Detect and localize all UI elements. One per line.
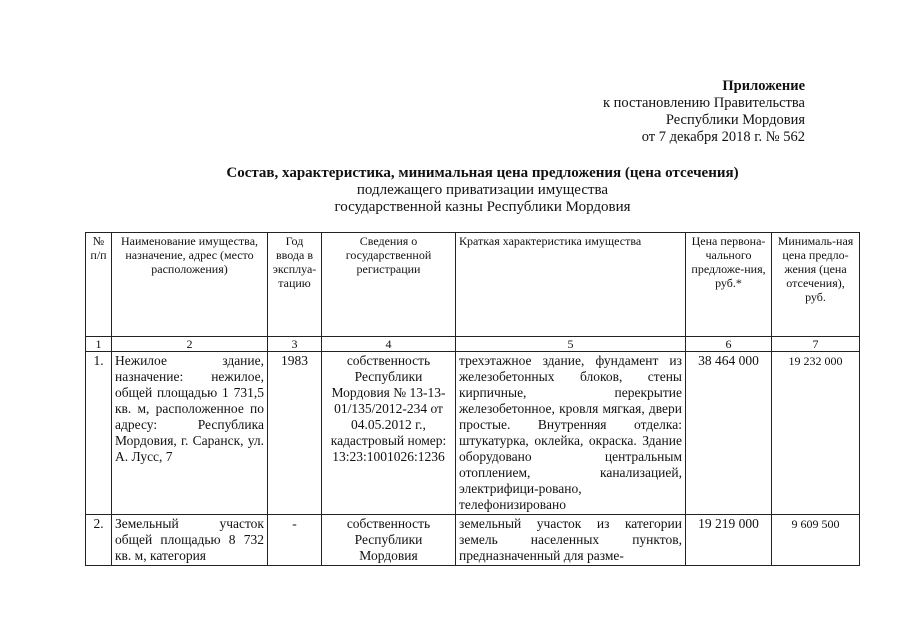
header-year: Год ввода в эксплуа-тацию [268, 233, 322, 337]
row-description: трехэтажное здание, фундамент из железобетонных блоков, стены кирпичные, перекрытие железобетонное, кровля мягкая, двери простые. Внутренняя отделка: штукатурка, оклейка, окраска. Здание оборудовано центральным отоплением, канализацией, электрифици-ровано, телефонизировано [456, 352, 686, 515]
header-initial-price: Цена первона-чального предложе-ния, руб.* [686, 233, 772, 337]
row-min-price: 9 609 500 [772, 515, 860, 566]
table-row [86, 352, 860, 515]
heading-title: Состав, характеристика, минимальная цена предложения (цена отсечения) [226, 165, 739, 181]
col-number: 5 [456, 337, 686, 352]
property-table [85, 232, 860, 566]
row-min-price: 19 232 000 [772, 352, 860, 515]
row-name: Земельный участок общей площадью 8 732 кв. м, категория [112, 515, 268, 566]
row-description: земельный участок из категории земель населенных пунктов, предназначенный для разме- [456, 515, 686, 566]
col-number: 7 [772, 337, 860, 352]
row-name: Нежилое здание, назначение: нежилое, общей площадью 1 731,5 кв. м, расположенное по адресу: Республика Мордовия, г. Саранск, ул. А. Лусс, 7 [112, 352, 268, 515]
row-initial-price: 19 219 000 [686, 515, 772, 566]
row-year: - [268, 515, 322, 566]
col-number: 4 [322, 337, 456, 352]
table-row [86, 515, 860, 566]
row-number: 1. [86, 352, 112, 515]
table-header-row [86, 233, 860, 337]
appendix-line-3: от 7 декабря 2018 г. № 562 [641, 129, 805, 145]
header-description: Краткая характеристика имущества [456, 233, 686, 337]
row-number: 2. [86, 515, 112, 566]
column-number-row [86, 337, 860, 352]
heading-subtitle-1: подлежащего приватизации имущества [356, 182, 609, 198]
header-min-price: Минималь-ная цена предло-жения (цена отсечения), руб. [772, 233, 860, 337]
heading-subtitle-2: государственной казны Республики Мордовия [334, 199, 631, 215]
header-num: № п/п [86, 233, 112, 337]
row-registration: собственность Республики Мордовия [322, 515, 456, 566]
row-year: 1983 [268, 352, 322, 515]
appendix-line-2: Республики Мордовия [665, 112, 805, 128]
appendix-line-1: к постановлению Правительства [603, 95, 805, 111]
document-heading [80, 165, 885, 216]
appendix-title: Приложение [722, 78, 805, 94]
col-number: 1 [86, 337, 112, 352]
col-number: 6 [686, 337, 772, 352]
header-name: Наименование имущества, назначение, адрес (место расположения) [112, 233, 268, 337]
appendix-block [603, 78, 805, 146]
col-number: 3 [268, 337, 322, 352]
row-initial-price: 38 464 000 [686, 352, 772, 515]
row-registration: собственность Республики Мордовия № 13-13-01/135/2012-234 от 04.05.2012 г., кадастровый номер: 13:23:1001026:1236 [322, 352, 456, 515]
header-registration: Сведения о государственной регистрации [322, 233, 456, 337]
col-number: 2 [112, 337, 268, 352]
